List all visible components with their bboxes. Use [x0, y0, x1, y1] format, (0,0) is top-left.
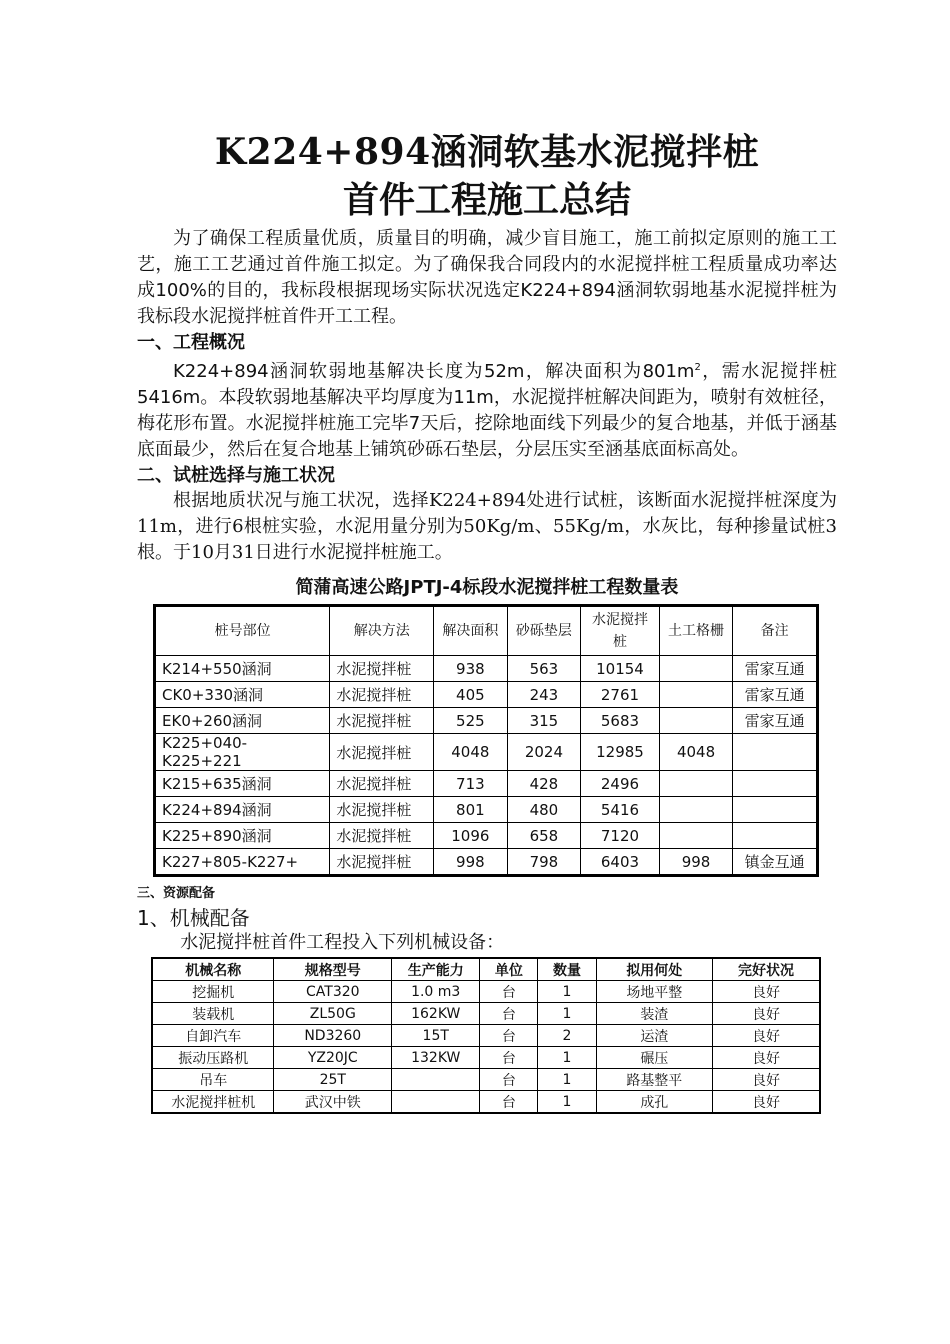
- qty-table-row-cell: 798: [507, 849, 581, 876]
- qty-table-row-cell: 水泥搅拌桩: [330, 734, 434, 771]
- qty-table-row-cell: 563: [507, 656, 581, 682]
- mach-table-row-cell: 1: [538, 981, 596, 1003]
- mach-table-row: [152, 1091, 820, 1114]
- mach-table-row-cell: 装渣: [596, 1003, 713, 1025]
- qty-table-row-cell: 水泥搅拌桩: [330, 797, 434, 823]
- mach-table-row-cell: ND3260: [274, 1025, 392, 1047]
- mach-table-row-cell: 武汉中铁: [274, 1091, 392, 1114]
- qty-table-row-cell: 水泥搅拌桩: [330, 823, 434, 849]
- qty-table-row-cell: [659, 708, 733, 734]
- qty-table-row-cell: CK0+330涵洞: [155, 682, 330, 708]
- qty-table-row-cell: [659, 797, 733, 823]
- qty-table-row-cell: 5416: [581, 797, 660, 823]
- qty-table-row-cell: 4048: [659, 734, 733, 771]
- machinery-table-body: [152, 981, 820, 1114]
- section3-sub1: 1、机械配备: [137, 906, 250, 930]
- mach-table-row-cell: 台: [480, 981, 538, 1003]
- mach-table-row-cell: 自卸汽车: [152, 1025, 274, 1047]
- qty-table-row: [155, 734, 818, 771]
- mach-col-capacity: 生产能力: [392, 958, 480, 981]
- mach-table-row-cell: 1: [538, 1091, 596, 1114]
- qty-table-row-cell: 10154: [581, 656, 660, 682]
- mach-table-row-cell: 132KW: [392, 1047, 480, 1069]
- qty-table-row-cell: K227+805-K227+: [155, 849, 330, 876]
- qty-col-area: 解决面积: [434, 606, 508, 656]
- qty-table-row-cell: 镇金互通: [733, 849, 818, 876]
- qty-table-row-cell: 713: [434, 771, 508, 797]
- qty-table-row-cell: 雷家互通: [733, 656, 818, 682]
- qty-table-row: [155, 849, 818, 876]
- mach-table-row-cell: 良好: [713, 1069, 820, 1091]
- qty-table-row-cell: K214+550涵洞: [155, 656, 330, 682]
- quantity-table-header: [155, 606, 818, 656]
- mach-table-row-cell: 良好: [713, 1003, 820, 1025]
- mach-table-row-cell: 场地平整: [596, 981, 713, 1003]
- qty-table-row-cell: [659, 771, 733, 797]
- qty-table-row: [155, 771, 818, 797]
- qty-table-row: [155, 682, 818, 708]
- qty-table-row-cell: [659, 823, 733, 849]
- mach-table-row-cell: 装载机: [152, 1003, 274, 1025]
- qty-table-row-cell: 6403: [581, 849, 660, 876]
- qty-table-row-cell: 5683: [581, 708, 660, 734]
- mach-table-row: [152, 981, 820, 1003]
- qty-table-row-cell: 水泥搅拌桩: [330, 682, 434, 708]
- qty-table-row-cell: 水泥搅拌桩: [330, 771, 434, 797]
- section1-text-b: ，需水泥搅拌桩5416m。本段软弱地基解决平均厚度为11m，水泥搅拌桩解决间距为，喷射有效桩径，梅花形布置。水泥搅拌桩施工完毕7天后，挖除地面线下列最少的复合地基，并低于涵基底面最少，然后在复合地基上铺筑砂砾石垫层，分层压实至涵基底面标高处。: [137, 361, 837, 460]
- mach-table-row-cell: 良好: [713, 981, 820, 1003]
- qty-table-row: [155, 797, 818, 823]
- mach-table-row-cell: 路基整平: [596, 1069, 713, 1091]
- document-title-line1: K224+894涵洞软基水泥搅拌桩: [214, 131, 760, 173]
- document-title-line2: 首件工程施工总结: [342, 179, 631, 221]
- mach-col-model: 规格型号: [274, 958, 392, 981]
- mach-table-row-cell: 2: [538, 1025, 596, 1047]
- qty-table-row-cell: 938: [434, 656, 508, 682]
- qty-table-row-cell: 315: [507, 708, 581, 734]
- section2-paragraph: 根据地质状况与施工状况，选择K224+894处进行试桩，该断面水泥搅拌桩深度为11m，进行6根桩实验，水泥用量分别为50Kg/m、55Kg/m，水灰比，每种掺量试桩3根。于10月31日进行水泥搅拌桩施工。: [137, 490, 837, 563]
- qty-table-row-cell: 998: [434, 849, 508, 876]
- mach-table-row-cell: 水泥搅拌桩机: [152, 1091, 274, 1114]
- qty-col-gravel: 砂砾垫层: [507, 606, 581, 656]
- qty-table-row-cell: 998: [659, 849, 733, 876]
- mach-table-row-cell: ZL50G: [274, 1003, 392, 1025]
- qty-table-row-cell: [733, 771, 818, 797]
- mach-table-row-cell: [392, 1069, 480, 1091]
- qty-table-row-cell: EK0+260涵洞: [155, 708, 330, 734]
- qty-table-row-cell: K225+040-K225+221: [155, 734, 330, 771]
- mach-table-row-cell: 挖掘机: [152, 981, 274, 1003]
- qty-table-row-cell: 525: [434, 708, 508, 734]
- mach-table-row-cell: CAT320: [274, 981, 392, 1003]
- qty-table-row-cell: [733, 823, 818, 849]
- qty-table-row: [155, 656, 818, 682]
- mach-table-row: [152, 1047, 820, 1069]
- mach-table-row-cell: 成孔: [596, 1091, 713, 1114]
- qty-table-row-cell: 243: [507, 682, 581, 708]
- qty-table-row-cell: 4048: [434, 734, 508, 771]
- section1-text-a: K224+894涵洞软弱地基解决长度为52m，解决面积为801m: [173, 361, 695, 382]
- qty-table-row-cell: 12985: [581, 734, 660, 771]
- mach-table-row-cell: YZ20JC: [274, 1047, 392, 1069]
- qty-table-row-cell: 2496: [581, 771, 660, 797]
- superscript-2: 2: [694, 362, 701, 373]
- quantity-table-body: [155, 656, 818, 876]
- qty-table-row-cell: 480: [507, 797, 581, 823]
- mach-table-row-cell: 台: [480, 1025, 538, 1047]
- machinery-intro: 水泥搅拌桩首件工程投入下列机械设备：: [180, 932, 505, 953]
- mach-table-row-cell: 良好: [713, 1047, 820, 1069]
- qty-table-row-cell: [659, 656, 733, 682]
- qty-table-row-cell: 405: [434, 682, 508, 708]
- qty-table-row-cell: 水泥搅拌桩: [330, 849, 434, 876]
- section2-heading: 二、试桩选择与施工状况: [137, 465, 335, 486]
- mach-table-row-cell: 良好: [713, 1091, 820, 1114]
- mach-table-row-cell: 15T: [392, 1025, 480, 1047]
- qty-table-row-cell: 水泥搅拌桩: [330, 656, 434, 682]
- mach-col-count: 数量: [538, 958, 596, 981]
- qty-col-pile: 水泥搅拌桩: [581, 606, 660, 656]
- qty-table-row-cell: 428: [507, 771, 581, 797]
- qty-table-row-cell: 2024: [507, 734, 581, 771]
- qty-table-row-cell: 801: [434, 797, 508, 823]
- mach-table-row-cell: 162KW: [392, 1003, 480, 1025]
- qty-table-row-cell: 雷家互通: [733, 682, 818, 708]
- qty-table-row-cell: [733, 734, 818, 771]
- mach-table-row: [152, 1069, 820, 1091]
- mach-table-row-cell: 运渣: [596, 1025, 713, 1047]
- qty-col-method: 解决方法: [330, 606, 434, 656]
- intro-paragraph: 为了确保工程质量优质，质量目的明确，减少盲目施工，施工前拟定原则的施工工艺，施工工艺通过首件施工拟定。为了确保我合同段内的水泥搅拌桩工程质量成功率达成100%的目的，我标段根据现场实际状况选定K224+894涵洞软弱地基水泥搅拌桩为我标段水泥搅拌桩首件开工工程。: [137, 228, 837, 327]
- section3-heading: 三、资源配备: [137, 886, 216, 901]
- qty-table-row-cell: [659, 682, 733, 708]
- mach-col-name: 机械名称: [152, 958, 274, 981]
- mach-table-row-cell: 碾压: [596, 1047, 713, 1069]
- qty-table-title: 简蒲高速公路JPTJ-4标段水泥搅拌桩工程数量表: [295, 577, 679, 598]
- qty-table-row-cell: K215+635涵洞: [155, 771, 330, 797]
- mach-table-row-cell: 台: [480, 1091, 538, 1114]
- qty-table-row: [155, 708, 818, 734]
- document-page: [137, 128, 837, 1114]
- mach-table-row-cell: [392, 1091, 480, 1114]
- mach-table-row-cell: 振动压路机: [152, 1047, 274, 1069]
- section1-paragraph: [137, 355, 837, 463]
- machinery-table: [151, 957, 821, 1114]
- mach-table-row: [152, 1025, 820, 1047]
- qty-table-row: [155, 823, 818, 849]
- mach-table-row-cell: 吊车: [152, 1069, 274, 1091]
- qty-table-row-cell: K224+894涵洞: [155, 797, 330, 823]
- qty-table-row-cell: 水泥搅拌桩: [330, 708, 434, 734]
- mach-table-row-cell: 25T: [274, 1069, 392, 1091]
- qty-table-row-cell: 7120: [581, 823, 660, 849]
- mach-table-row-cell: 良好: [713, 1025, 820, 1047]
- qty-table-row-cell: K225+890涵洞: [155, 823, 330, 849]
- mach-table-row-cell: 台: [480, 1047, 538, 1069]
- machinery-table-header: [152, 958, 820, 981]
- section1-heading: 一、工程概况: [137, 332, 245, 353]
- mach-table-row-cell: 台: [480, 1069, 538, 1091]
- mach-table-row-cell: 1: [538, 1047, 596, 1069]
- mach-col-unit: 单位: [480, 958, 538, 981]
- quantity-table: [153, 604, 819, 877]
- qty-table-row-cell: 雷家互通: [733, 708, 818, 734]
- mach-col-condition: 完好状况: [713, 958, 820, 981]
- mach-table-row-cell: 1.0 m3: [392, 981, 480, 1003]
- qty-col-location: 桩号部位: [155, 606, 330, 656]
- mach-table-row-cell: 1: [538, 1069, 596, 1091]
- qty-table-row-cell: 1096: [434, 823, 508, 849]
- qty-col-note: 备注: [733, 606, 818, 656]
- mach-col-usage: 拟用何处: [596, 958, 713, 981]
- qty-table-row-cell: [733, 797, 818, 823]
- mach-table-row: [152, 1003, 820, 1025]
- qty-table-row-cell: 658: [507, 823, 581, 849]
- mach-table-row-cell: 台: [480, 1003, 538, 1025]
- qty-col-geogrid: 土工格栅: [659, 606, 733, 656]
- qty-table-row-cell: 2761: [581, 682, 660, 708]
- mach-table-row-cell: 1: [538, 1003, 596, 1025]
